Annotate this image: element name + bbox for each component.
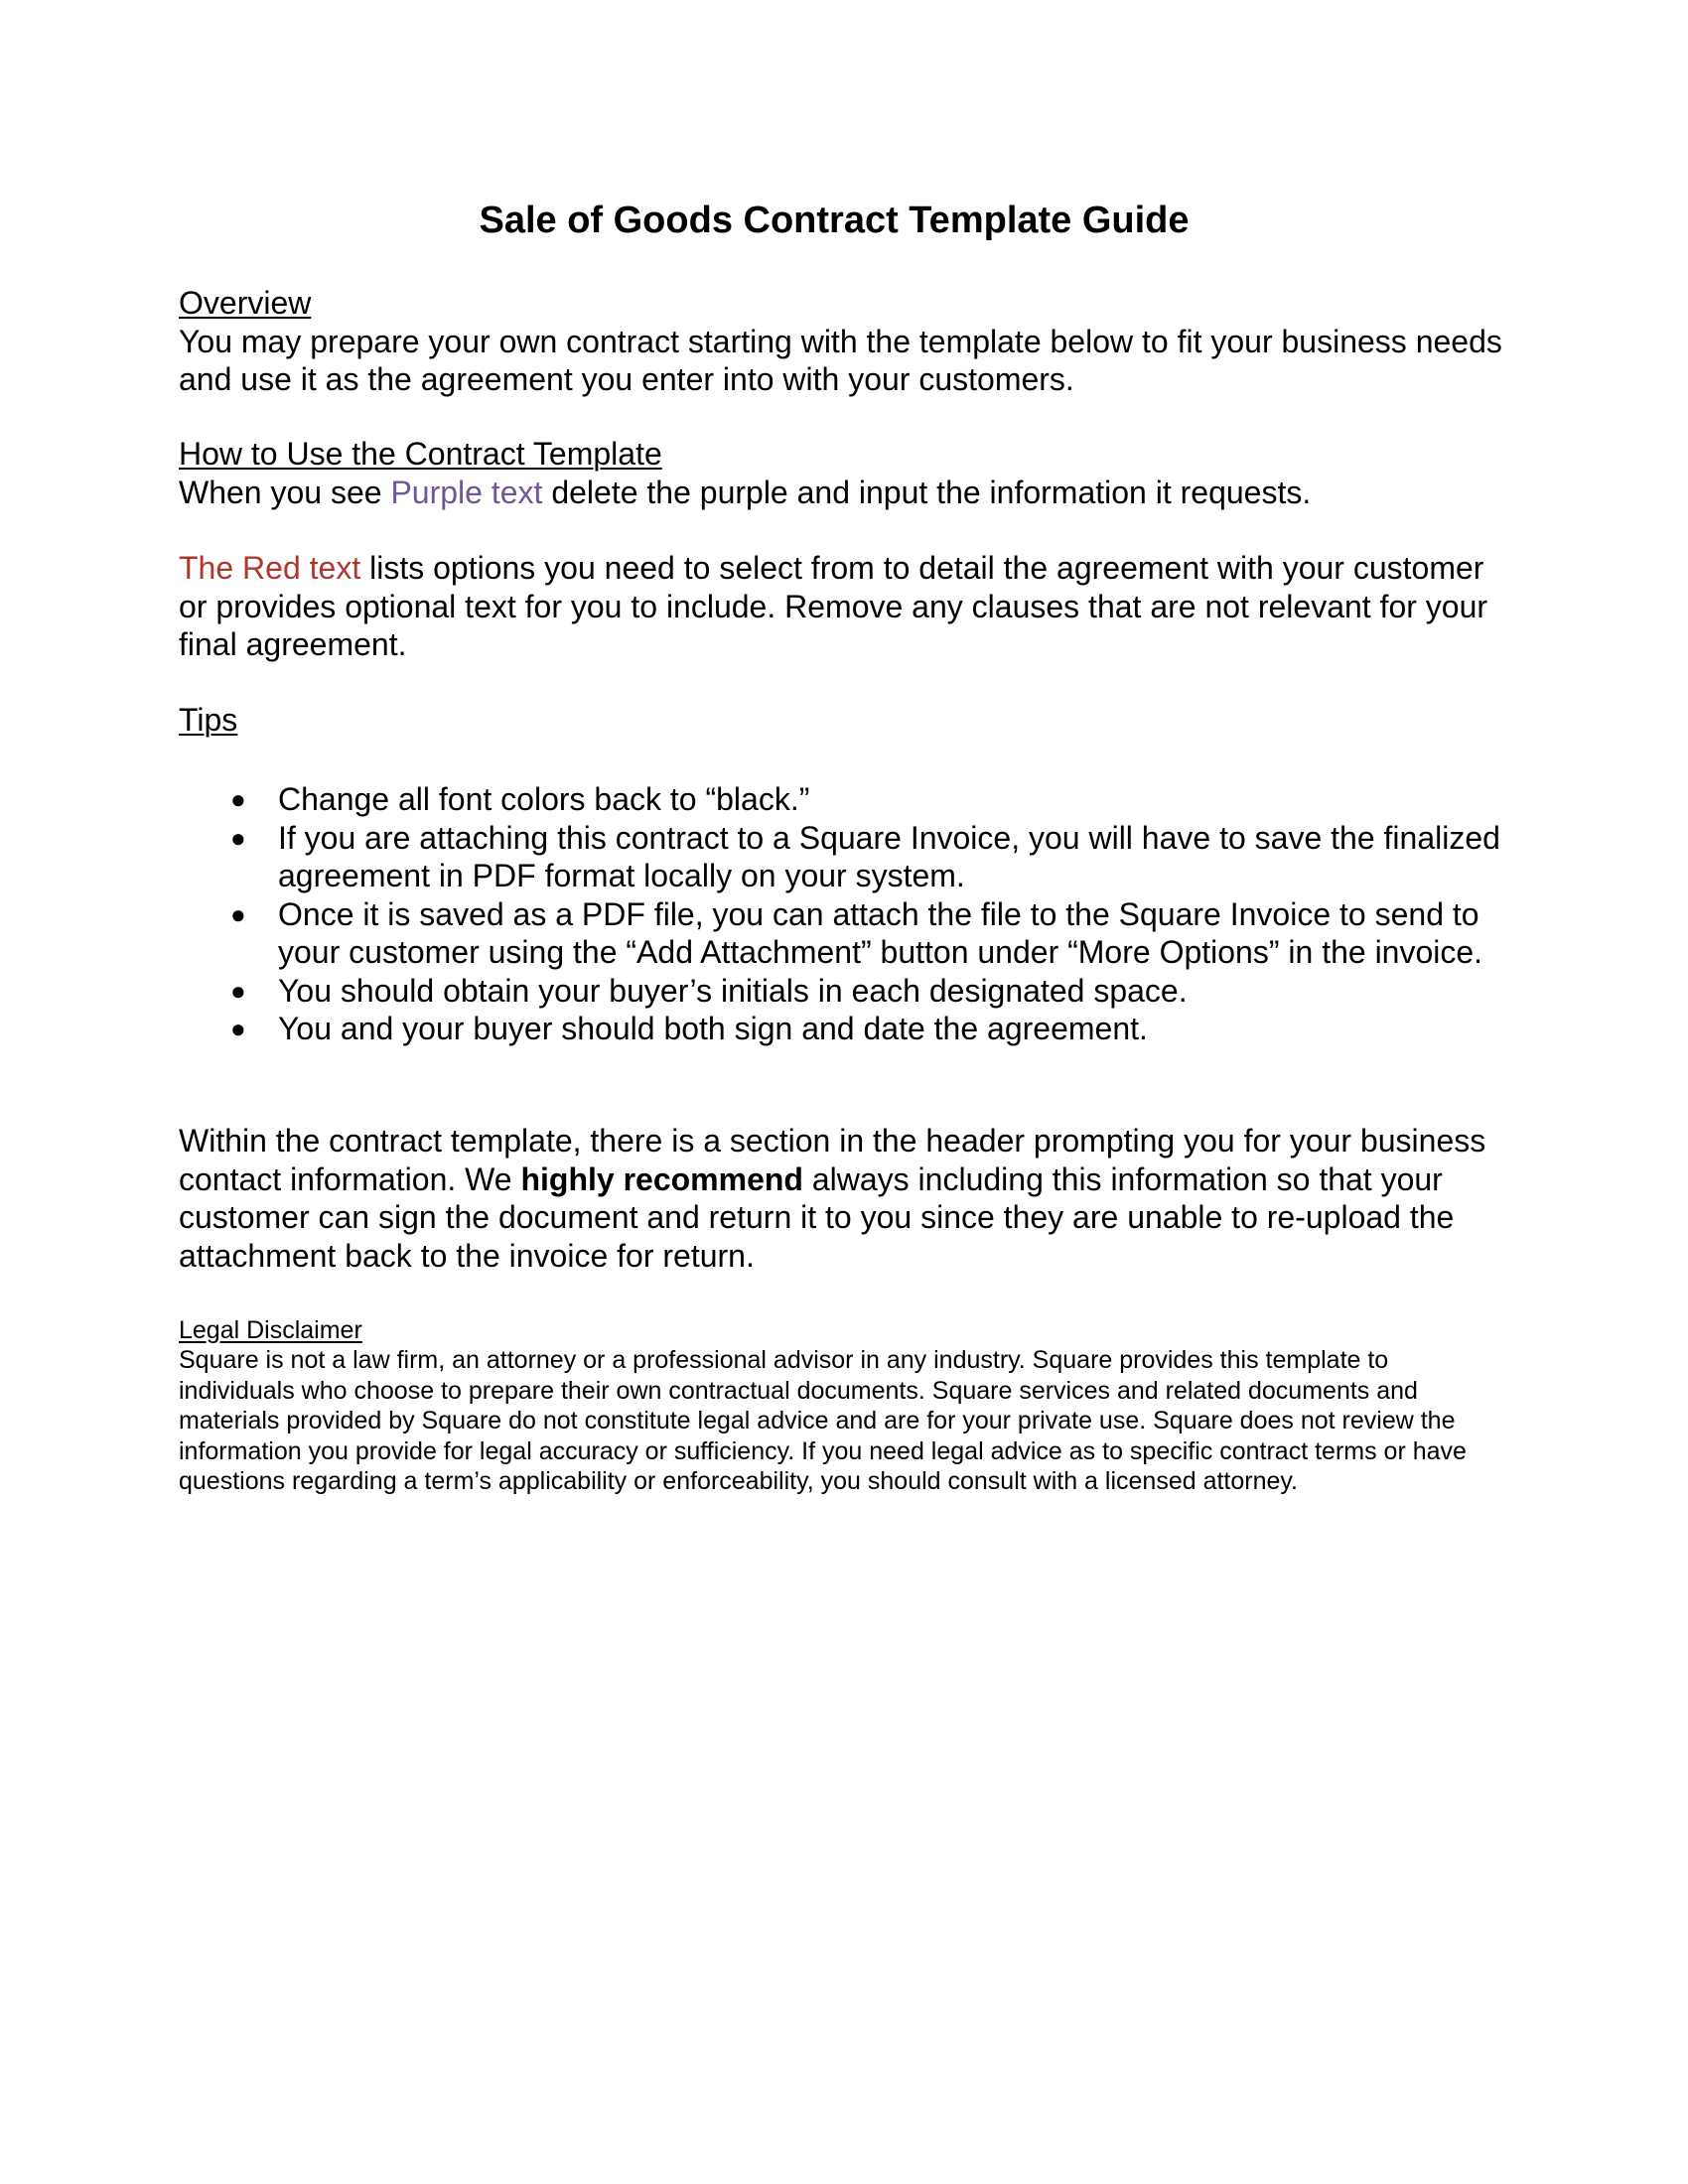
overview-body: You may prepare your own contract starting with the template below to fit your business needs and use it as the agreement you enter into with your customers. (179, 323, 1502, 397)
legal-disclaimer (179, 1315, 1509, 1496)
tip-text: If you are attaching this contract to a Square Invoice, you will have to save the finalized agreement in PDF format locally on your system. (278, 819, 1500, 893)
purple-text-sample: Purple text (390, 474, 543, 510)
disclaimer-body: Square is not a law firm, an attorney or a professional advisor in any industry. Square provides this template to individuals who choose to prepare their own contractual documents. Square services and related documents and materials provided by Square do not constitute legal advice and are for your private use. Square does not review the information you provide for legal accuracy or sufficiency. If you need legal advice as to specific contract terms or have questions regarding a term’s applicability or enforceability, you should consult with a licensed attorney. (179, 1346, 1467, 1496)
tips-list-item (179, 1010, 1509, 1048)
tip-text: Once it is saved as a PDF file, you can attach the file to the Square Invoice to send to your customer using the “Add Attachment” button under “More Options” in the invoice. (278, 895, 1483, 970)
bullet-icon: ● (230, 1014, 246, 1043)
bullet-icon: ● (230, 975, 246, 1006)
contact-note-tail: always including this information so that your customer can sign the document and return it to you since they are unable to re-upload the attachment back to the invoice for return. (179, 1160, 1455, 1274)
document-title: Sale of Goods Contract Template Guide (479, 200, 1190, 241)
red-instruction-tail: lists options you need to select from to detail the agreement with your customer or provides optional text for you to include. Remove any clauses that are not relevant for your final agreement. (179, 550, 1488, 662)
how-to-heading: How to Use the Contract Template (179, 436, 662, 472)
bullet-icon: ● (230, 822, 246, 853)
purple-instruction-lead: When you see (179, 474, 391, 510)
how-to-section (179, 435, 1509, 511)
purple-instruction-tail: delete the purple and input the information it requests. (542, 474, 1312, 510)
bullet-icon: ● (230, 898, 246, 929)
overview-section (179, 284, 1509, 399)
red-text-sample: The Red text (179, 550, 361, 586)
bullet-icon: ● (230, 784, 246, 814)
overview-heading: Overview (179, 285, 312, 321)
contact-note-emphasis: highly recommend (520, 1160, 803, 1197)
how-to-red-instruction (179, 549, 1509, 664)
tips-list (179, 780, 1509, 1048)
tips-list-item (179, 895, 1509, 972)
tips-heading: Tips (179, 702, 238, 738)
tip-text: You should obtain your buyer’s initials in each designated space. (278, 972, 1188, 1009)
tips-list-item (179, 819, 1509, 895)
how-to-purple-instruction (179, 474, 1509, 512)
tips-list-item (179, 780, 1509, 819)
contact-note (179, 1122, 1509, 1275)
disclaimer-heading: Legal Disclaimer (179, 1316, 362, 1344)
contact-note-lead: Within the contract template, there is a section in the header prompting you for your business contact information. We (179, 1123, 1486, 1197)
tip-text: Change all font colors back to “black.” (278, 781, 810, 817)
tip-text: You and your buyer should both sign and date the agreement. (278, 1011, 1148, 1046)
tips-list-item (179, 972, 1509, 1011)
